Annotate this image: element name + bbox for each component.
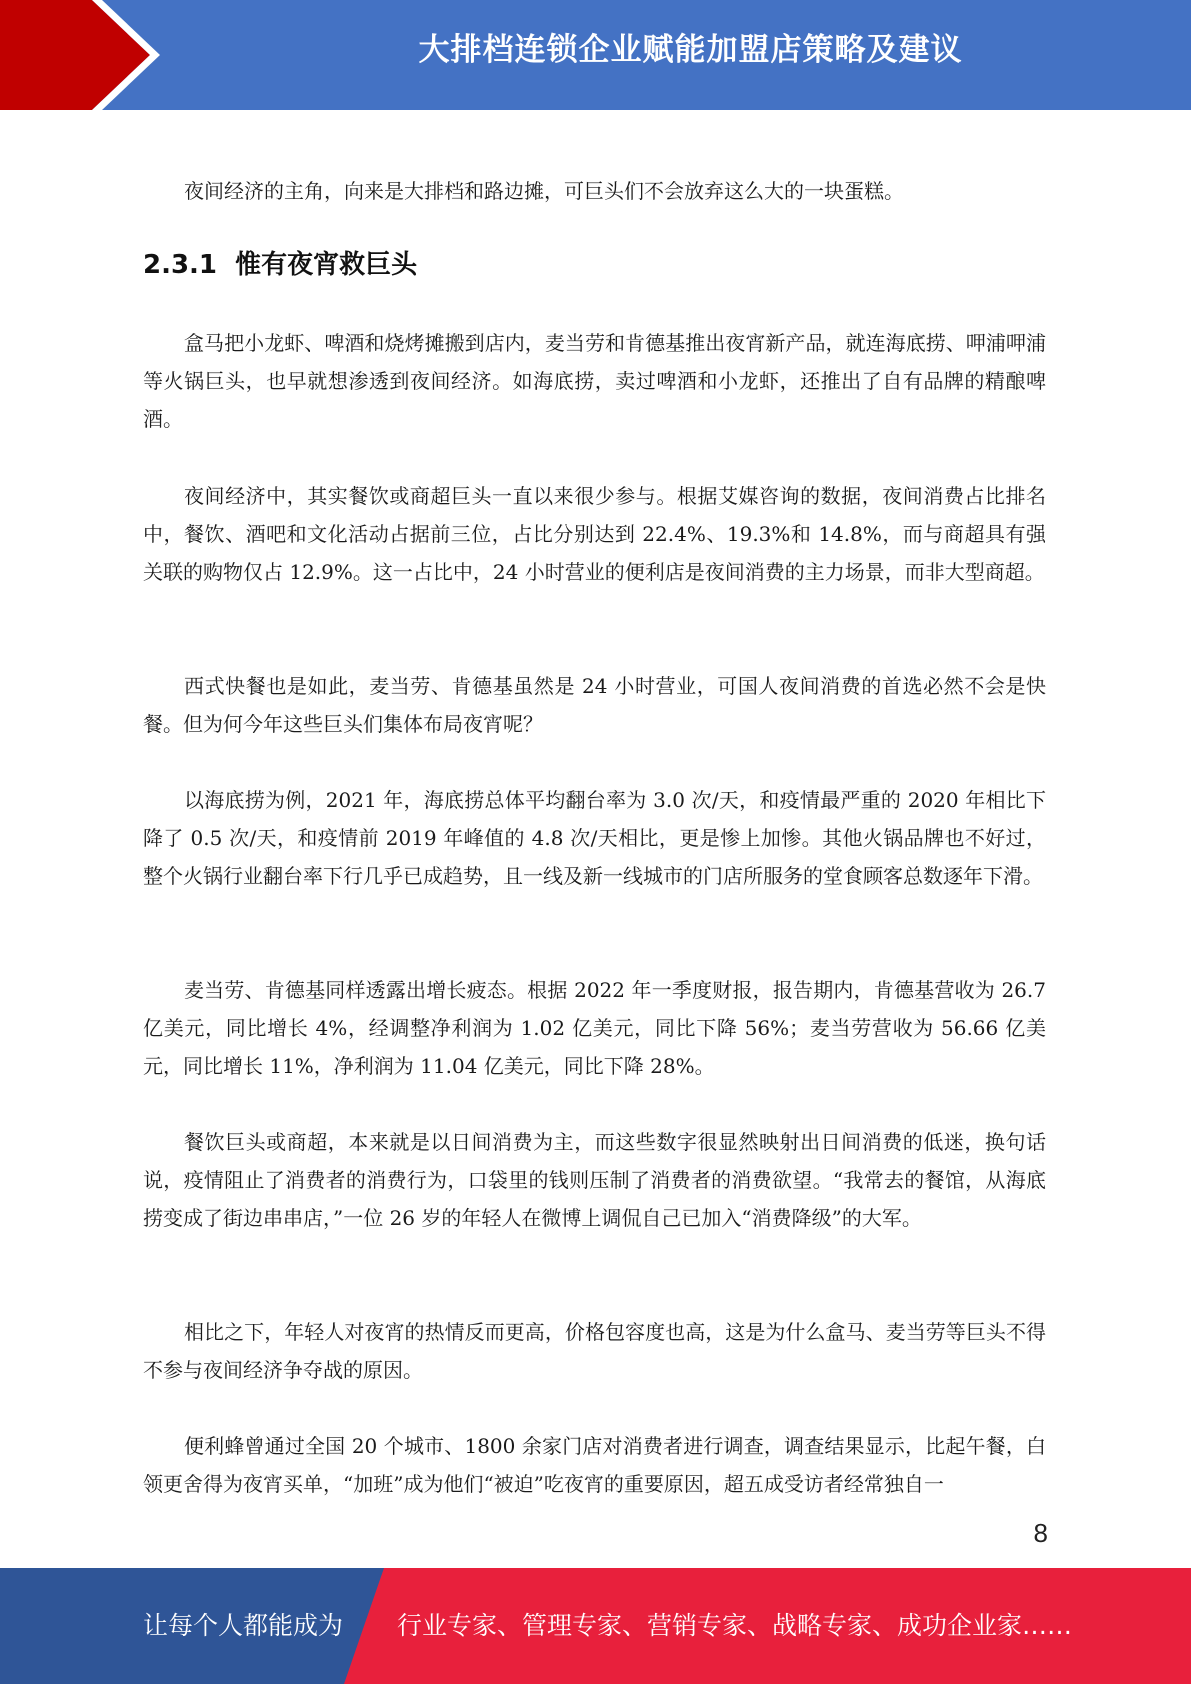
footer-slogan-right: 行业专家、管理专家、营销专家、战略专家、成功企业家…… xyxy=(397,1611,1073,1640)
intro-paragraph: 夜间经济的主角，向来是大排档和路边摊，可巨头们不会放弃这么大的一块蛋糕。 xyxy=(184,179,904,203)
page-number: 8 xyxy=(1033,1518,1048,1548)
footer-slogan-left: 让每个人都能成为 xyxy=(143,1611,344,1640)
body-paragraph: 夜间经济中，其实餐饮或商超巨头一直以来很少参与。根据艾媒咨询的数据，夜间消费占比排名中，餐饮、酒吧和文化活动占据前三位，占比分别达到 22.4%、19.3%和 14.8%，而与商超具有强关联的购物仅占 12.9%。这一占比中，24 小时营业的便利店是夜间消费的主力场景，而非大型商超。 xyxy=(143,484,1046,584)
section-number: 2.3.1 xyxy=(143,250,218,280)
body-paragraph: 麦当劳、肯德基同样透露出增长疲态。根据 2022 年一季度财报，报告期内，肯德基营收为 26.7 亿美元，同比增长 4%，经调整净利润为 1.02 亿美元，同比下降 56%；麦当劳营收为 56.66 亿美元，同比增长 11%，净利润为 11.04 亿美元，同比下降 28%。 xyxy=(143,978,1046,1078)
page-footer xyxy=(0,1568,1191,1684)
body-paragraph: 相比之下，年轻人对夜宵的热情反而更高，价格包容度也高，这是为什么盒马、麦当劳等巨头不得不参与夜间经济争夺战的原因。 xyxy=(143,1320,1046,1382)
red-chevron-shape xyxy=(0,0,150,110)
body-paragraph: 盒马把小龙虾、啤酒和烧烤摊搬到店内，麦当劳和肯德基推出夜宵新产品，就连海底捞、呷浦呷浦等火锅巨头，也早就想渗透到夜间经济。如海底捞，卖过啤酒和小龙虾，还推出了自有品牌的精酿啤酒。 xyxy=(143,331,1046,431)
header-title: 大排档连锁企业赋能加盟店策略及建议 xyxy=(418,32,963,68)
page-header xyxy=(0,0,1191,110)
section-title: 惟有夜宵救巨头 xyxy=(235,250,418,280)
body-paragraph: 便利蜂曾通过全国 20 个城市、1800 余家门店对消费者进行调查，调查结果显示，比起午餐，白领更舍得为夜宵买单，“加班”成为他们“被迫”吃夜宵的重要原因，超五成受访者经常独自一 xyxy=(143,1434,1046,1496)
body-paragraph: 西式快餐也是如此，麦当劳、肯德基虽然是 24 小时营业，可国人夜间消费的首选必然不会是快餐。但为何今年这些巨头们集体布局夜宵呢？ xyxy=(143,674,1046,736)
section-heading xyxy=(143,244,417,281)
body-paragraph: 餐饮巨头或商超，本来就是以日间消费为主，而这些数字很显然映射出日间消费的低迷，换句话说，疫情阻止了消费者的消费行为，口袋里的钱则压制了消费者的消费欲望。“我常去的餐馆，从海底捞变成了街边串串店，”一位 26 岁的年轻人在微博上调侃自己已加入“消费降级”的大军。 xyxy=(143,1130,1046,1230)
body-paragraph: 以海底捞为例，2021 年，海底捞总体平均翻台率为 3.0 次/天，和疫情最严重的 2020 年相比下降了 0.5 次/天，和疫情前 2019 年峰值的 4.8 次/天相比，更是惨上加惨。其他火锅品牌也不好过，整个火锅行业翻台率下行几乎已成趋势，且一线及新一线城市的门店所服务的堂食顾客总数逐年下滑。 xyxy=(143,788,1046,888)
